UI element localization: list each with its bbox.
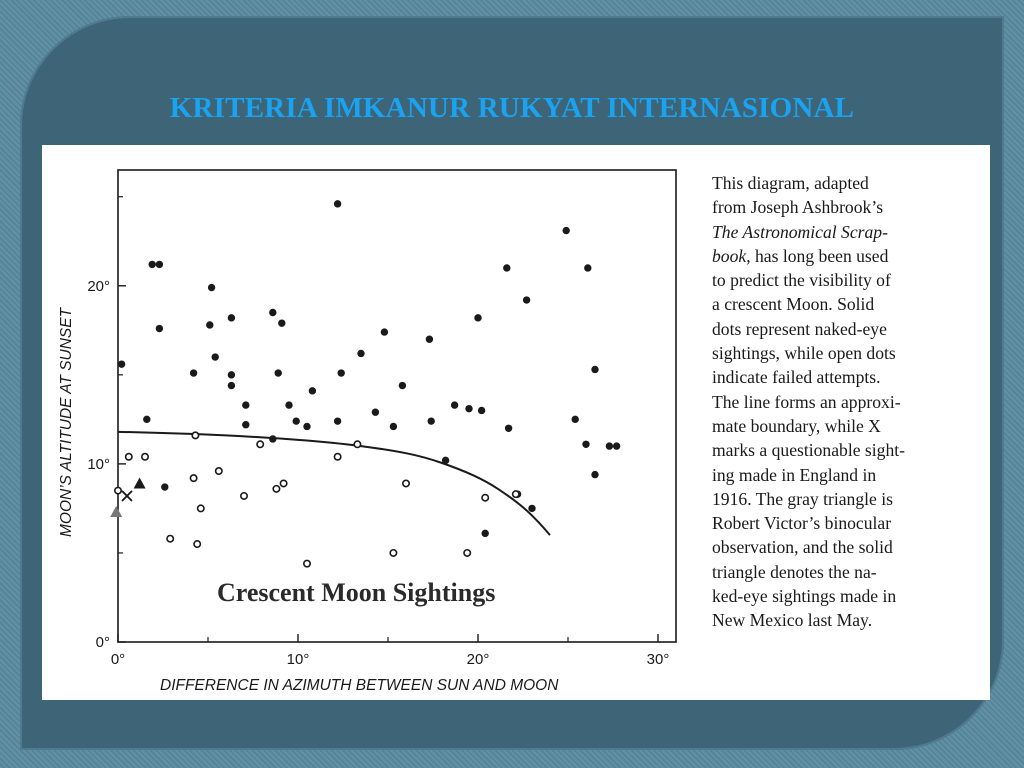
failed-attempt-point (194, 541, 200, 547)
naked-eye-sighting-point (426, 336, 433, 343)
naked-eye-sighting-point (242, 401, 249, 408)
failed-attempt-point (280, 480, 286, 486)
naked-eye-sighting-point (228, 314, 235, 321)
caption-line: indicate failed attempts. (712, 367, 881, 388)
boundary-curve (118, 432, 550, 535)
naked-eye-sighting-point (372, 409, 379, 416)
y-tick-label: 20° (87, 277, 110, 295)
failed-attempt-point (513, 491, 519, 497)
failed-attempt-point (482, 495, 488, 501)
figure-image (42, 145, 990, 700)
naked-eye-sighting-point (442, 457, 449, 464)
caption-line: ked-eye sightings made in (712, 586, 897, 607)
caption-line: to predict the visibility of (712, 270, 891, 291)
figure-caption (712, 171, 972, 633)
caption-line: mate boundary, while X (712, 415, 881, 436)
x-tick-label: 10° (286, 651, 310, 668)
caption-line: book, has long been used (712, 245, 889, 266)
naked-eye-sighting-point (591, 366, 598, 373)
failed-attempt-point (115, 487, 121, 493)
naked-eye-sighting-point (591, 471, 598, 478)
naked-eye-sighting-point (334, 200, 341, 207)
naked-eye-sighting-point (399, 382, 406, 389)
failed-attempt-point (304, 560, 310, 566)
x-tick-label: 20° (466, 651, 490, 668)
naked-eye-sighting-point (161, 483, 168, 490)
y-tick-label: 0° (95, 634, 110, 651)
naked-eye-sighting-point (606, 442, 613, 449)
failed-attempt-point (334, 454, 340, 460)
naked-eye-sighting-point (208, 284, 215, 291)
naked-eye-sighting-point (293, 417, 300, 424)
caption-italic-fragment: book (712, 245, 747, 266)
caption-line: sightings, while open dots (712, 343, 896, 364)
naked-eye-sighting-point (357, 350, 364, 357)
naked-eye-sighting-point (465, 405, 472, 412)
caption-line: dots represent naked-eye (712, 318, 887, 339)
failed-attempt-point (126, 454, 132, 460)
failed-attempt-point (216, 468, 222, 474)
failed-attempt-point (192, 432, 198, 438)
naked-eye-sighting-point (478, 407, 485, 414)
caption-line: Robert Victor’s binocular (712, 513, 892, 534)
y-axis-label: MOON’S ALTITUDE AT SUNSET (58, 307, 75, 537)
naked-eye-sighting-point (482, 530, 489, 537)
naked-eye-sighting-point (285, 401, 292, 408)
failed-attempt-point (354, 441, 360, 447)
naked-eye-sighting-point (584, 264, 591, 271)
caption-line: The Astronomical Scrap- (712, 221, 888, 242)
naked-eye-sighting-point (582, 441, 589, 448)
naked-eye-sighting-point (143, 416, 150, 423)
binocular-observation-triangle (110, 506, 122, 517)
failed-attempt-point (241, 493, 247, 499)
naked-eye-sighting-point (278, 319, 285, 326)
caption-line: New Mexico last May. (712, 610, 873, 631)
naked-eye-sighting-point (613, 442, 620, 449)
scatter-chart (42, 145, 702, 700)
failed-attempt-point (198, 505, 204, 511)
failed-attempt-point (273, 486, 279, 492)
caption-line: This diagram, adapted (712, 173, 869, 193)
caption-line: 1916. The gray triangle is (712, 488, 893, 509)
failed-attempt-point (167, 535, 173, 541)
naked-eye-sighting-point (528, 505, 535, 512)
caption-line: The line forms an approxi- (712, 391, 901, 412)
failed-attempt-point (390, 550, 396, 556)
naked-eye-sighting-point (303, 423, 310, 430)
naked-eye-sighting-point (149, 261, 156, 268)
chart-title: Crescent Moon Sightings (217, 578, 496, 607)
naked-eye-sighting-point (156, 325, 163, 332)
naked-eye-sighting-point (156, 261, 163, 268)
naked-eye-sighting-point (334, 417, 341, 424)
naked-eye-sighting-point (228, 371, 235, 378)
caption-line: observation, and the solid (712, 537, 893, 558)
slide-title: KRITERIA IMKANUR RUKYAT INTERNASIONAL (169, 92, 855, 124)
failed-attempt-point (257, 441, 263, 447)
failed-attempt-point (403, 480, 409, 486)
naked-eye-sighting-point (118, 360, 125, 367)
naked-eye-sighting-point (503, 264, 510, 271)
naked-eye-sighting-point (228, 382, 235, 389)
naked-eye-sighting-point (269, 309, 276, 316)
plot-frame (118, 170, 676, 642)
naked-eye-sighting-point (309, 387, 316, 394)
naked-eye-sighting-point (381, 328, 388, 335)
failed-attempt-point (190, 475, 196, 481)
naked-eye-sighting-point (190, 369, 197, 376)
naked-eye-sighting-point (390, 423, 397, 430)
x-tick-label: 0° (110, 651, 126, 668)
failed-attempt-point (464, 550, 470, 556)
failed-attempt-point (142, 454, 148, 460)
data-marks (110, 200, 620, 567)
naked-eye-sighting-point (275, 369, 282, 376)
naked-eye-sighting-point (563, 227, 570, 234)
naked-eye-sighting-point (505, 425, 512, 432)
caption-line: marks a questionable sight- (712, 440, 905, 461)
naked-eye-sighting-point (212, 353, 219, 360)
naked-eye-sighting-point (206, 321, 213, 328)
naked-eye-sighting-point (523, 296, 530, 303)
caption-line: a crescent Moon. Solid (712, 294, 875, 315)
caption-line: ing made in England in (712, 464, 877, 485)
x-axis-label: DIFFERENCE IN AZIMUTH BETWEEN SUN AND MOON (160, 677, 559, 694)
x-tick-label: 30° (646, 651, 670, 668)
naked-eye-sighting-point (269, 435, 276, 442)
naked-eye-sighting-point (338, 369, 345, 376)
naked-eye-sighting-point (474, 314, 481, 321)
naked-eye-sighting-point (242, 421, 249, 428)
new-mexico-sighting-triangle (134, 477, 146, 488)
y-tick-label: 10° (87, 455, 110, 473)
caption-line: triangle denotes the na- (712, 561, 877, 582)
naked-eye-sighting-point (572, 416, 579, 423)
naked-eye-sighting-point (451, 401, 458, 408)
caption-line: from Joseph Ashbrook’s (712, 197, 884, 218)
questionable-sighting-x-mark (122, 491, 132, 501)
naked-eye-sighting-point (428, 417, 435, 424)
